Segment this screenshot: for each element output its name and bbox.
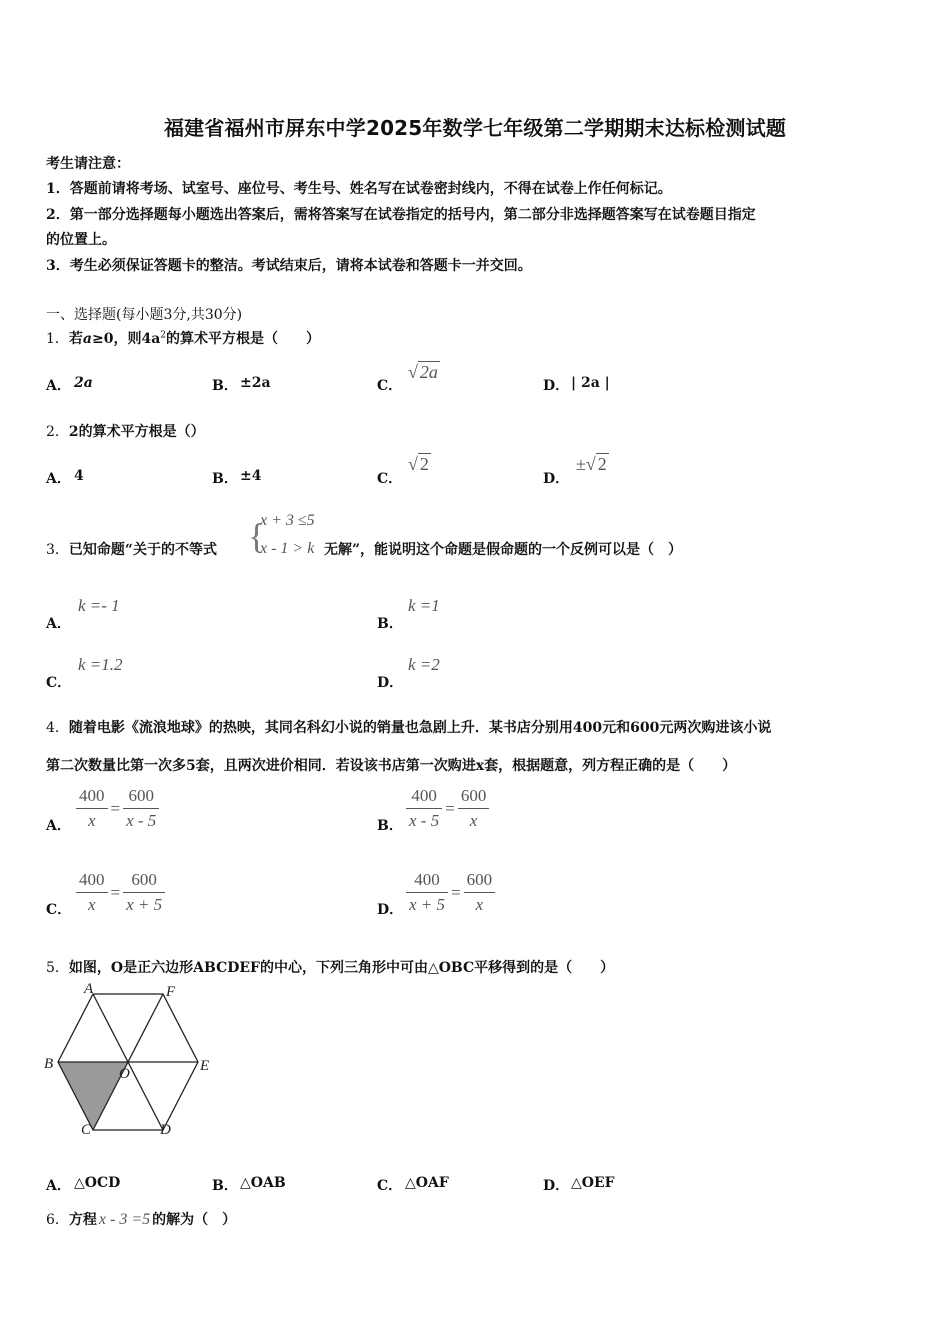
radicand: 2a — [419, 362, 438, 382]
sqrt-icon: √ — [585, 454, 596, 474]
option-b-label: B． — [377, 818, 403, 834]
question-1 — [46, 328, 320, 348]
denominator: x - 5 — [409, 811, 440, 830]
option-a-label: A． — [46, 818, 71, 834]
question-4-line2: 第二次数量比第一次多5套，且两次进价相同．若设该书店第一次购进x套，根据题意，列方程正确的是（ ） — [46, 758, 737, 774]
brace-icon: { — [248, 516, 266, 556]
notice-item: 2．第一部分选择题每小题选出答案后，需将答案写在试卷指定的括号内，第二部分非选择题答案写在试卷题目指定 — [46, 207, 756, 223]
option-a-value: 2a — [74, 375, 93, 391]
option-b-equation — [406, 786, 489, 831]
option-b-value: ±2a — [240, 375, 271, 391]
question-text: 已知命题“关于的不等式 — [68, 542, 217, 558]
equation: x - 3 =5 — [98, 1211, 151, 1228]
denominator: x — [475, 895, 484, 914]
option-b-label: B． — [212, 1178, 238, 1194]
inequality-1: x + 3 ≤5 — [260, 512, 315, 529]
denominator: x — [87, 811, 96, 830]
option-c-label: C． — [46, 675, 72, 691]
fraction — [406, 786, 442, 831]
question-4-line1 — [46, 717, 771, 737]
option-c-equation — [76, 870, 165, 915]
question-text: 若 — [68, 331, 83, 347]
option-c-label: C． — [377, 1178, 403, 1194]
equals-sign: = — [110, 798, 121, 818]
question-text: 随着电影《流浪地球》的热映，其同名科幻小说的销量也急剧上升．某书店分别用400元和600元两次购进该小说 — [68, 720, 772, 736]
question-number: 1． — [46, 331, 69, 347]
option-b-value: ±4 — [240, 468, 262, 484]
question-number: 6． — [46, 1212, 69, 1228]
label-d: D — [160, 1122, 171, 1138]
numerator: 400 — [406, 786, 442, 809]
option-d-label: D． — [543, 1178, 570, 1194]
label-f: F — [166, 984, 176, 1000]
question-5 — [46, 957, 614, 977]
option-d-value: △OEF — [571, 1175, 615, 1191]
question-text: 如图，O是正六边形ABCDEF的中心，下列三角形中可由△OBC平移得到的是（ ） — [68, 960, 615, 976]
hexagon-figure — [40, 982, 220, 1140]
option-c-value — [408, 362, 440, 383]
label-e: E — [200, 1058, 210, 1074]
notice-item: 的位置上。 — [46, 232, 116, 248]
numerator: 400 — [406, 870, 448, 893]
option-c-value — [408, 454, 431, 475]
equals-sign: = — [451, 882, 461, 902]
option-a-value: △OCD — [74, 1175, 121, 1191]
denominator: x — [469, 811, 478, 830]
fraction — [406, 870, 448, 915]
option-b-label: B． — [212, 471, 238, 487]
notice-item: 3．考生必须保证答题卡的整洁。考试结束后，请将本试卷和答题卡一并交回。 — [46, 258, 532, 274]
option-a-equation — [76, 786, 159, 831]
inequality-2: x - 1 > k — [260, 540, 315, 557]
option-d-label: D． — [377, 902, 404, 918]
question-text: 的解为（ ） — [152, 1212, 237, 1228]
question-text: 2的算术平方根是（） — [68, 424, 205, 440]
question-3-lead — [46, 539, 217, 559]
option-d-label: D． — [543, 471, 570, 487]
fraction — [76, 870, 108, 915]
page-title: 福建省福州市屏东中学2025年数学七年级第二学期期末达标检测试题 — [163, 116, 787, 140]
numerator: 600 — [464, 870, 496, 893]
option-a-label: A． — [46, 616, 71, 632]
numerator: 600 — [458, 786, 490, 809]
option-a-label: A． — [46, 471, 71, 487]
option-c-value: △OAF — [405, 1175, 449, 1191]
numerator: 400 — [76, 870, 108, 893]
option-b-label: B． — [377, 616, 403, 632]
sqrt-icon: √ — [408, 362, 418, 382]
radicand: 2 — [419, 454, 429, 474]
option-c-label: C． — [46, 902, 72, 918]
option-b-label: B． — [212, 378, 238, 394]
plus-minus: ± — [576, 454, 586, 474]
question-text: 的算术平方根是（ ） — [166, 331, 321, 347]
notice-item: 1．答题前请将考场、试室号、座位号、考生号、姓名写在试卷密封线内，不得在试卷上作任何标记。 — [46, 181, 672, 197]
question-number: 4． — [46, 720, 69, 736]
option-c-label: C． — [377, 378, 403, 394]
fraction — [123, 870, 165, 915]
option-b-value: k =1 — [408, 596, 440, 615]
denominator: x + 5 — [409, 895, 446, 914]
option-d-value — [576, 454, 609, 475]
label-c: C — [81, 1122, 92, 1138]
option-a-value: k =- 1 — [78, 596, 120, 615]
option-d-value: | 2a | — [571, 375, 610, 391]
question-number: 2． — [46, 424, 69, 440]
denominator: x — [87, 895, 96, 914]
numerator: 600 — [123, 870, 165, 893]
fraction — [458, 786, 490, 831]
question-number: 3． — [46, 542, 69, 558]
question-number: 5． — [46, 960, 69, 976]
shaded-triangle-obc — [58, 1062, 128, 1130]
label-o: O — [119, 1066, 130, 1082]
denominator: x + 5 — [126, 895, 163, 914]
question-text: ≥0，则4a — [92, 331, 161, 347]
superscript: 2 — [160, 330, 167, 341]
question-text: 无解”，能说明这个命题是假命题的一个反例可以是（ ） — [324, 542, 683, 558]
option-d-label: D． — [377, 675, 404, 691]
question-text: 方程 — [68, 1212, 97, 1228]
option-b-value: △OAB — [240, 1175, 286, 1191]
option-d-label: D． — [543, 378, 570, 394]
option-d-equation — [406, 870, 495, 915]
option-c-label: C． — [377, 471, 403, 487]
question-6 — [46, 1209, 236, 1229]
label-b: B — [44, 1056, 54, 1072]
equals-sign: = — [445, 798, 455, 818]
equals-sign: = — [110, 882, 121, 902]
label-a: A — [84, 982, 94, 997]
option-a-value: 4 — [74, 468, 84, 484]
option-c-value: k =1.2 — [78, 655, 123, 674]
numerator: 400 — [76, 786, 108, 809]
option-a-label: A． — [46, 378, 71, 394]
variable: a — [82, 331, 92, 347]
fraction — [464, 870, 496, 915]
section-heading: 一、选择题(每小题3分,共30分) — [46, 307, 243, 323]
denominator: x - 5 — [126, 811, 157, 830]
numerator: 600 — [123, 786, 159, 809]
fraction — [123, 786, 159, 831]
radicand: 2 — [597, 454, 607, 474]
option-d-value: k =2 — [408, 655, 440, 674]
notice-heading: 考生请注意： — [46, 156, 130, 172]
fraction — [76, 786, 108, 831]
question-2 — [46, 421, 205, 441]
option-a-label: A． — [46, 1178, 71, 1194]
sqrt-icon: √ — [408, 454, 418, 474]
